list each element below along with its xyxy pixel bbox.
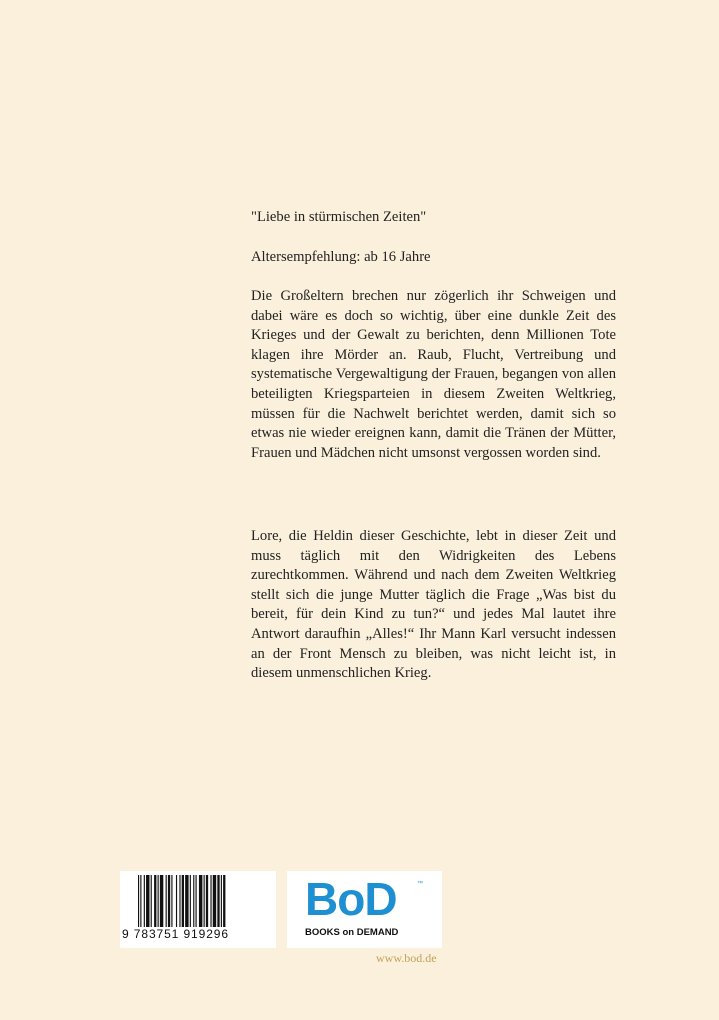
barcode-bar (146, 875, 149, 927)
isbn-number: 9 783751 919296 (122, 927, 229, 941)
bod-logo-text: BoD (305, 873, 397, 925)
book-title: "Liebe in stürmischen Zeiten" (251, 209, 427, 225)
barcode-bar (210, 875, 211, 927)
barcode-bar (185, 875, 188, 927)
barcode-bar (160, 875, 163, 927)
barcode-bar (204, 875, 205, 927)
barcode-bar (168, 875, 170, 927)
barcode-bar (217, 875, 219, 927)
barcode-bar (154, 875, 156, 927)
barcode-bars (138, 875, 260, 927)
barcode-bar (196, 875, 197, 927)
publisher-logo (287, 871, 442, 948)
barcode-bar (176, 875, 177, 927)
barcode-bar (151, 875, 152, 927)
barcode-bar (199, 875, 202, 927)
description-paragraph-1: Die Großeltern brechen nur zögerlich ihr Schweigen und dabei wäre es doch so wichtig, über eine dunkle Zeit des Krieges und der Gewalt zu berichten, denn Millionen Tote klagen ihre Mörder an. Raub, Flucht, Vertreibung und systematische Vergewaltigung der Frauen, begangen von allen beteiligten Kriegsparteien in diesem Zweiten Weltkrieg, müssen für die Nachwelt berichtet werden, damit sich so etwas nie wieder ereignen kann, damit die Tränen der Mütter, Frauen und Mädchen nicht umsonst vergossen worden sind. (251, 288, 616, 461)
barcode-bar (221, 875, 222, 927)
barcode-bar (171, 875, 172, 927)
barcode-bar (166, 875, 167, 927)
barcode-bar (144, 875, 145, 927)
barcode-bar (223, 875, 225, 927)
barcode-bar (206, 875, 208, 927)
barcode-bar (179, 875, 180, 927)
barcode-bar (182, 875, 184, 927)
description-paragraph-2: Lore, die Heldin dieser Geschichte, lebt in dieser Zeit und muss täglich mit den Widrigkeiten des Lebens zurechtkommen. Während und nach dem Zweiten Weltkrieg stellt sich die junge Mutter täglich die Frage „Was bist du bereit, für dein Kind zu tun?“ und jedes Mal lautet ihre Antwort daraufhin „Alles!“ Ihr Mann Karl versucht indessen an der Front Mensch zu bleiben, was nicht leicht ist, in diesem unmenschlichen Krieg. (251, 528, 616, 682)
age-recommendation: Altersempfehlung: ab 16 Jahre (251, 249, 431, 265)
isbn-barcode (120, 871, 276, 948)
barcode-bar (190, 875, 191, 927)
publisher-website: www.bod.de (376, 951, 437, 965)
barcode-bar (193, 875, 194, 927)
barcode-bar (140, 875, 141, 927)
trademark-mark: ™ (417, 881, 423, 887)
publisher-tagline: BOOKS on DEMAND (305, 927, 399, 938)
barcode-bar (138, 875, 139, 927)
barcode-bar (158, 875, 159, 927)
barcode-bar (213, 875, 216, 927)
